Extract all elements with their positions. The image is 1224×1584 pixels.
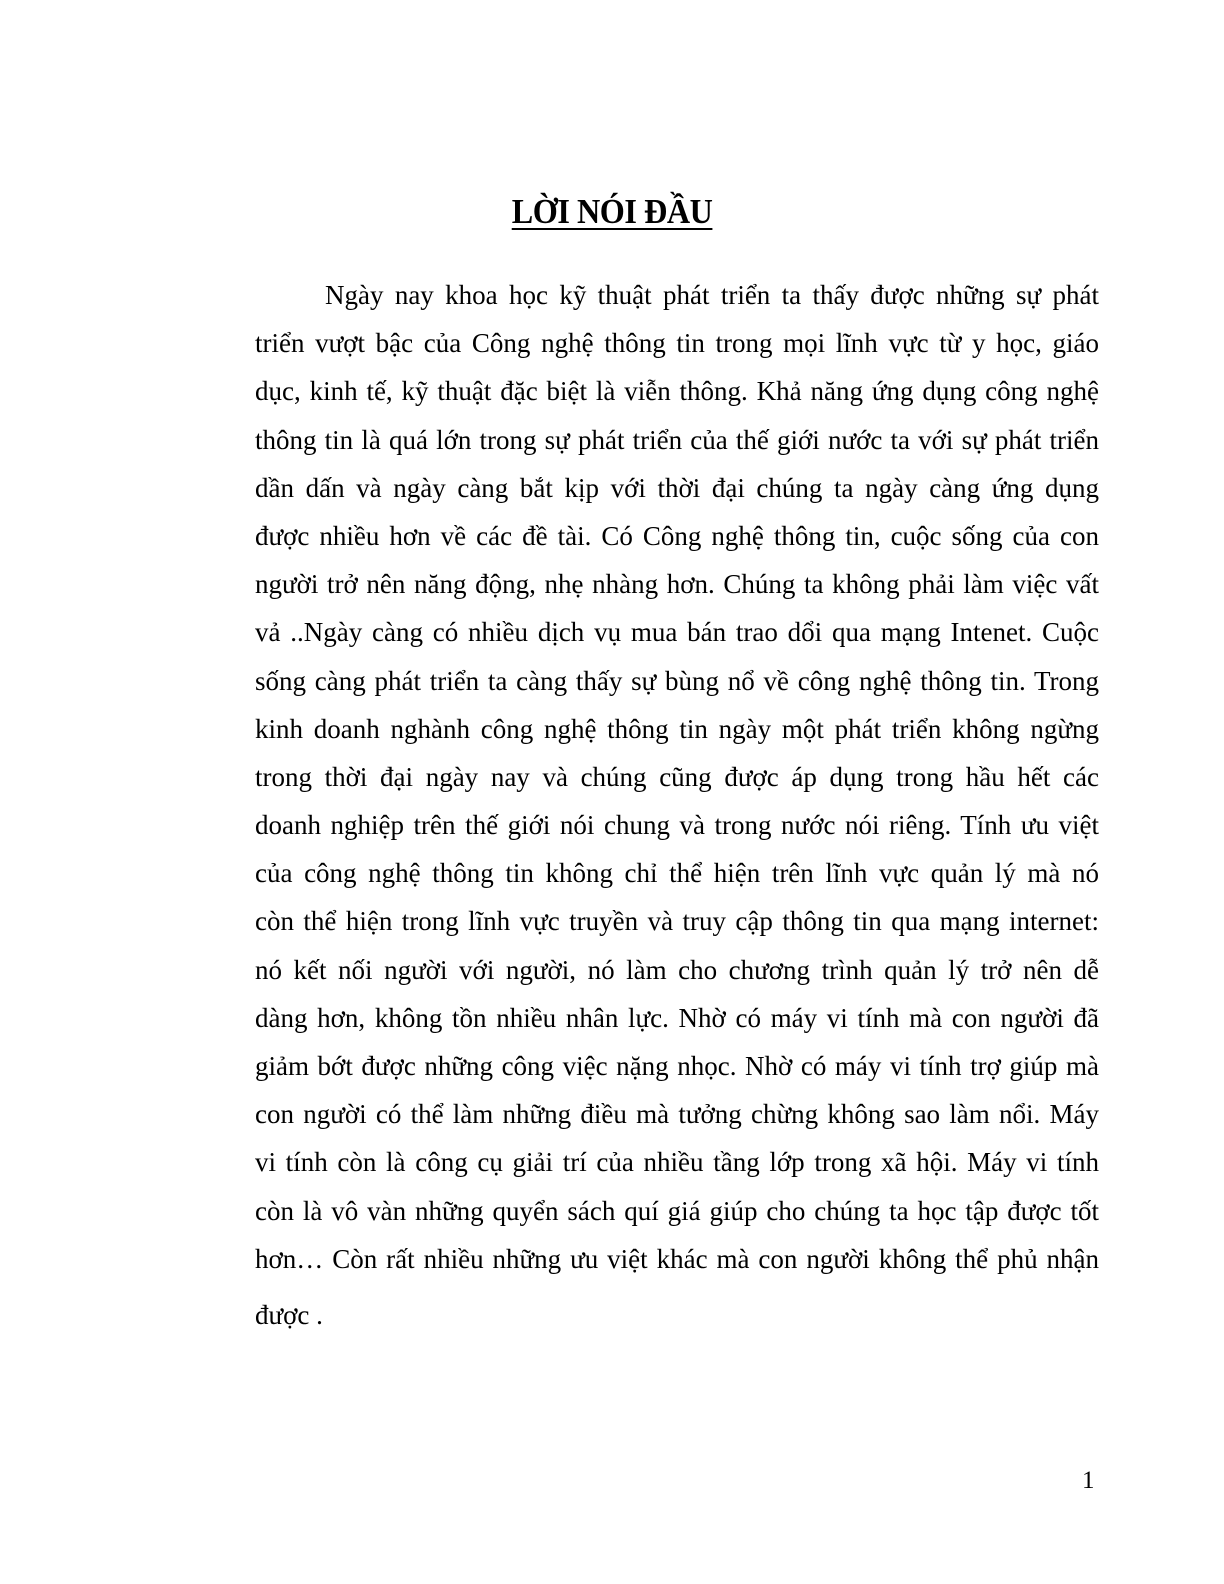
paragraph-line: doanh nghiệp trên thế giới nói chung và trong nước nói riêng. Tính ưu việt [255, 810, 1099, 841]
paragraph-line: thông tin là quá lớn trong sự phát triển của thế giới nước ta với sự phát triển [255, 424, 1099, 455]
paragraph-line: con người có thể làm những điều mà tưởng chừng không sao làm nổi. Máy [255, 1099, 1099, 1130]
paragraph-line: giảm bớt được những công việc nặng nhọc. Nhờ có máy vi tính trợ giúp mà [255, 1051, 1099, 1081]
paragraph-line: kinh doanh nghành công nghệ thông tin ngày một phát triển không ngừng [255, 713, 1099, 744]
page-title-text: LỜI NÓI ĐẦU [511, 192, 713, 231]
paragraph-line: dần dấn và ngày càng bắt kịp với thời đại chúng ta ngày càng ứng dụng [255, 472, 1099, 503]
paragraph-line: dục, kinh tế, kỹ thuật đặc biệt là viễn thông. Khả năng ứng dụng công nghệ [255, 376, 1099, 407]
paragraph-line: còn thể hiện trong lĩnh vực truyền và truy cập thông tin qua mạng internet: [255, 906, 1099, 937]
paragraph-line: sống càng phát triển ta càng thấy sự bùng nổ về công nghệ thông tin. Trong [255, 665, 1099, 696]
page-title [0, 188, 1224, 236]
preface-paragraph [255, 271, 1099, 1339]
paragraph-line: trong thời đại ngày nay và chúng cũng được áp dụng trong hầu hết các [255, 761, 1099, 792]
paragraph-line: của công nghệ thông tin không chỉ thể hiện trên lĩnh vực quản lý mà nó [255, 858, 1099, 889]
paragraph-line: vi tính còn là công cụ giải trí của nhiều tầng lớp trong xã hội. Máy vi tính [255, 1147, 1099, 1178]
paragraph-line: còn là vô vàn những quyển sách quí giá giúp cho chúng ta học tập được tốt [255, 1195, 1099, 1226]
paragraph-line: người trở nên năng động, nhẹ nhàng hơn. Chúng ta không phải làm việc vất [255, 569, 1099, 600]
paragraph-line: được nhiều hơn về các đề tài. Có Công nghệ thông tin, cuộc sống của con [255, 520, 1099, 551]
paragraph-line: hơn… Còn rất nhiều những ưu việt khác mà con người không thể phủ nhận [255, 1243, 1099, 1274]
paragraph-line: vả ..Ngày càng có nhiều dịch vụ mua bán trao dổi qua mạng Intenet. Cuộc [255, 617, 1099, 648]
paragraph-line: triển vượt bậc của Công nghệ thông tin trong mọi lĩnh vực từ y học, giáo [255, 328, 1099, 359]
page-number: 1 [1082, 1467, 1095, 1494]
paragraph-line: được . [255, 1299, 323, 1330]
paragraph-line: dàng hơn, không tồn nhiều nhân lực. Nhờ có máy vi tính mà con người đã [255, 1002, 1099, 1033]
paragraph-line: Ngày nay khoa học kỹ thuật phát triển ta thấy được những sự phát [325, 280, 1099, 310]
paragraph-line: nó kết nối người với người, nó làm cho chương trình quản lý trở nên dễ [255, 954, 1099, 985]
